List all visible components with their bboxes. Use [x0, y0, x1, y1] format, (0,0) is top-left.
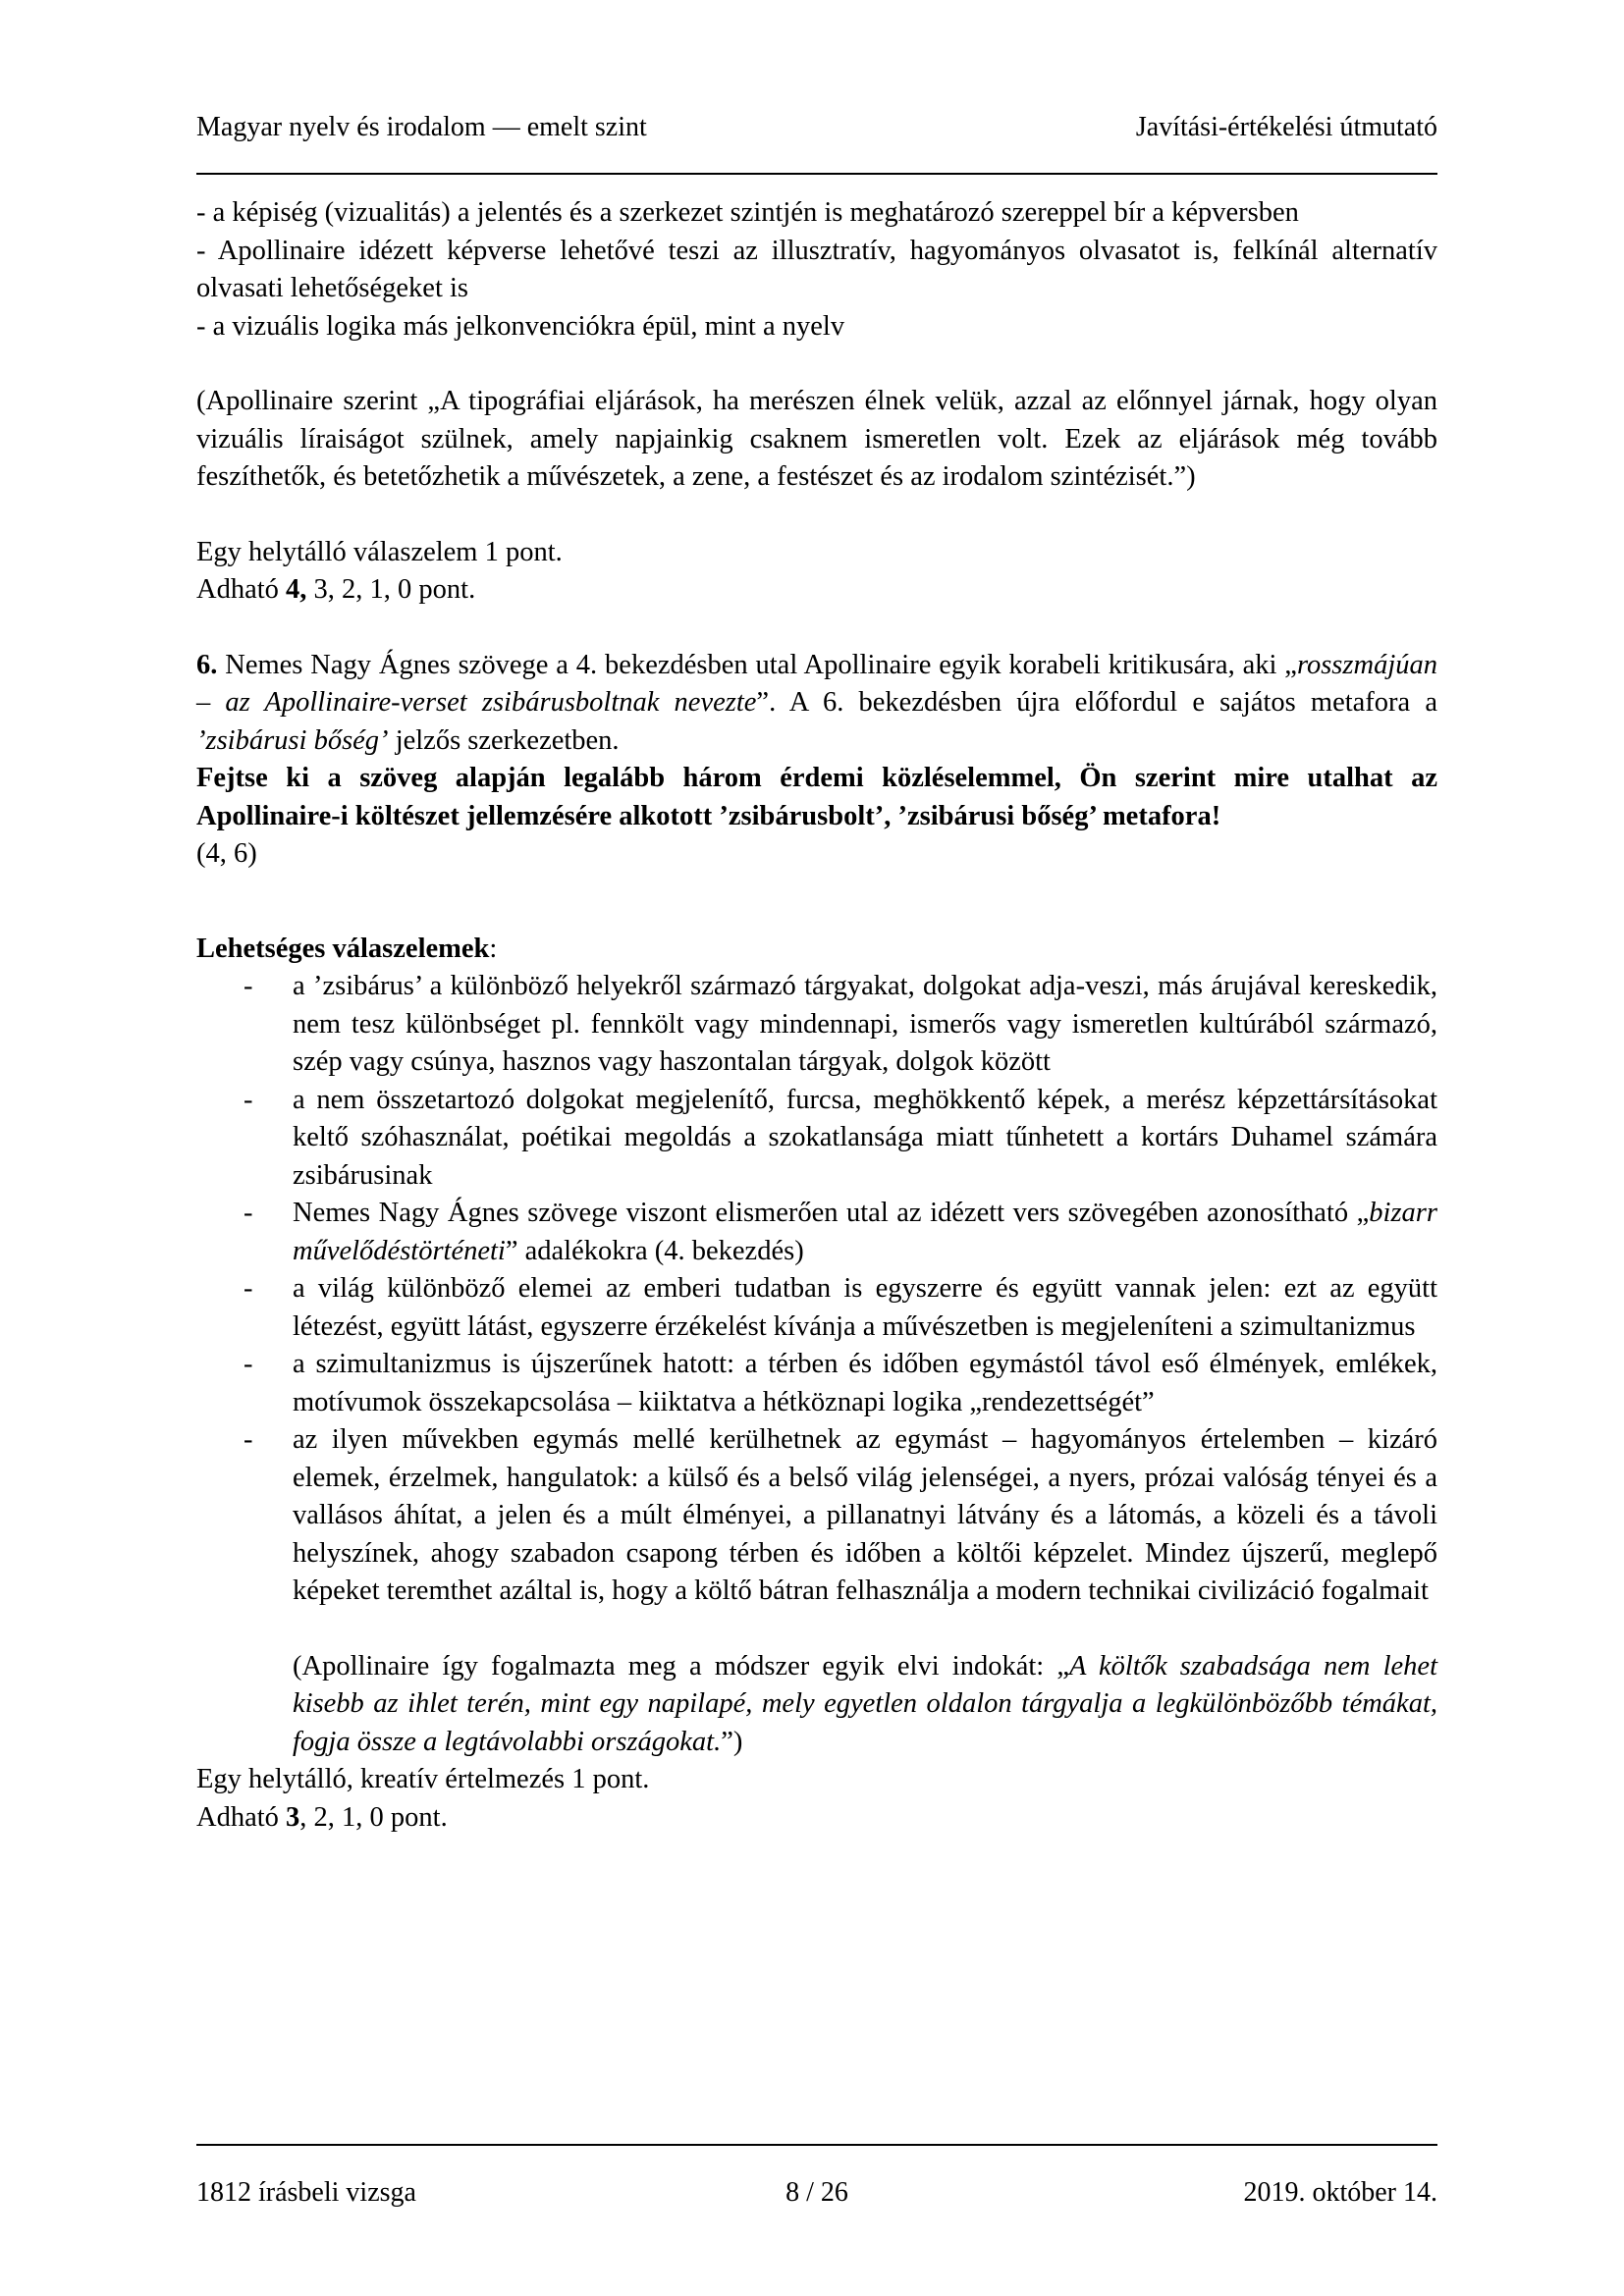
footer-date: 2019. október 14.: [1243, 2177, 1437, 2208]
list-item: - az ilyen művekben egymás mellé kerülhetnek az egymást – hagyományos értelemben – kizáró elemek, érzelmek, hangulatok: a külső és a belső világ jelenségei, a nyers, prózai valóság tényei és a vallásos áhítat, a jelen és a múlt élményei, a pillanatnyi látvány és a látomás, a közeli és a távoli helyszínek, ahogy szabadon csapong térben és időben a költői képzelet. Mindez újszerű, meglepő képeket teremthet azáltal is, hogy a költő bátran felhasználja a modern technikai civilizáció fogalmait: [244, 1424, 1437, 1606]
answer-list: [196, 968, 1437, 1611]
list-item: - a szimultanizmus is újszerűnek hatott: a térben és időben egymástól távol eső élmények, emlékek, motívumok összekapcsolása – kiiktatva a hétköznapi logika „rendezettségét”: [244, 1349, 1437, 1417]
answers-heading: Lehetséges válaszelemek:: [196, 933, 498, 964]
intro-bullet: - a vizuális logika más jelkonvenciókra épül, mint a nyelv: [196, 310, 845, 342]
task-number: 6.: [196, 649, 218, 680]
list-item: - a ’zsibárus’ a különböző helyekről származó tárgyakat, dolgokat adja-veszi, más árujával kereskedik, nem tesz különbséget pl. fennkölt vagy mindennapi, ismerős vagy ismeretlen kultúrából származó, szép vagy csúnya, hasznos vagy haszontalan tárgyak, dolgok között: [244, 971, 1437, 1077]
task-6-intro: 6. Nemes Nagy Ágnes szövege a 4. bekezdésben utal Apollinaire egyik korabeli kritikusára, aki „rosszmájúan – az Apollinaire-verset zsibárusboltnak nevezte”. A 6. bekezdésben újra előfordul e sajátos metafora a ’zsibárusi bőség’ jelzős szerkezetben.: [196, 649, 1437, 756]
intro-bullet: - a képiség (vizualitás) a jelentés és a szerkezet szintjén is meghatározó szereppel bír a képversben: [196, 197, 1299, 228]
scoring-line: Egy helytálló, kreatív értelmezés 1 pont.: [196, 1764, 650, 1794]
page-content: [196, 194, 1437, 1837]
list-item: - a világ különböző elemei az emberi tudatban is egyszerre és együtt vannak jelen: ezt az együtt létezést, együtt látást, egyszerre érzékelést kívánja a művészetben is megjeleníteni a szimultanizmus: [244, 1273, 1437, 1342]
scoring-line: Egy helytálló válaszelem 1 pont.: [196, 536, 563, 567]
footer-exam-code: 1812 írásbeli vizsga: [196, 2177, 416, 2208]
scoring-allowed: Adható 3, 2, 1, 0 pont.: [196, 1801, 448, 1833]
header-doc-type: Javítási-értékelési útmutató: [1135, 112, 1437, 142]
task-6-reference: (4, 6): [196, 838, 257, 869]
footer-rule: [196, 2144, 1437, 2146]
list-item: - a nem összetartozó dolgokat megjelenítő, furcsa, meghökkentő képek, a merész képzettársításokat keltő szóhasználat, poétikai megoldás a szokatlansága miatt tűnhetett a kortárs Duhamel számára zsibárusinak: [244, 1084, 1437, 1191]
page-number: 8 / 26: [785, 2177, 848, 2208]
header-subject: Magyar nyelv és irodalom — emelt szint: [196, 112, 647, 142]
header-rule: [196, 173, 1437, 175]
list-item: - Nemes Nagy Ágnes szövege viszont elismerően utal az idézett vers szövegében azonosítható „bizarr művelődéstörténeti” adalékokra (4. bekezdés): [244, 1198, 1437, 1266]
intro-bullet: - Apollinaire idézett képverse lehetővé teszi az illusztratív, hagyományos olvasatot is, felkínál alternatív olvasati lehetőségeket is: [196, 235, 1437, 303]
apollinaire-quote-method: (Apollinaire így fogalmazta meg a módszer egyik elvi indokát: „A költők szabadsága nem lehet kisebb az ihlet terén, mint egy napilapé, mely egyetlen oldalon tárgyalja a legkülönbözőbb témákat, fogja össze a legtávolabbi országokat.”): [293, 1650, 1437, 1757]
apollinaire-quote-typography: (Apollinaire szerint „A tipográfiai eljárások, ha merészen élnek velük, azzal az előnnyel járnak, hogy olyan vizuális líraiságot szülnek, amely napjainkig csaknem ismeretlen volt. Ezek az eljárások még tovább feszíthetők, és betetőzhetik a művészetek, a zene, a festészet és az irodalom szintézisét.”): [196, 386, 1437, 492]
task-6-question: Fejtse ki a szöveg alapján legalább három érdemi közléselemmel, Ön szerint mire utalhat az Apollinaire-i költészet jellemzésére alkotott ’zsibárusbolt’, ’zsibárusi bőség’ metafora!: [196, 763, 1437, 831]
scoring-allowed: Adható 4, 3, 2, 1, 0 pont.: [196, 574, 476, 605]
